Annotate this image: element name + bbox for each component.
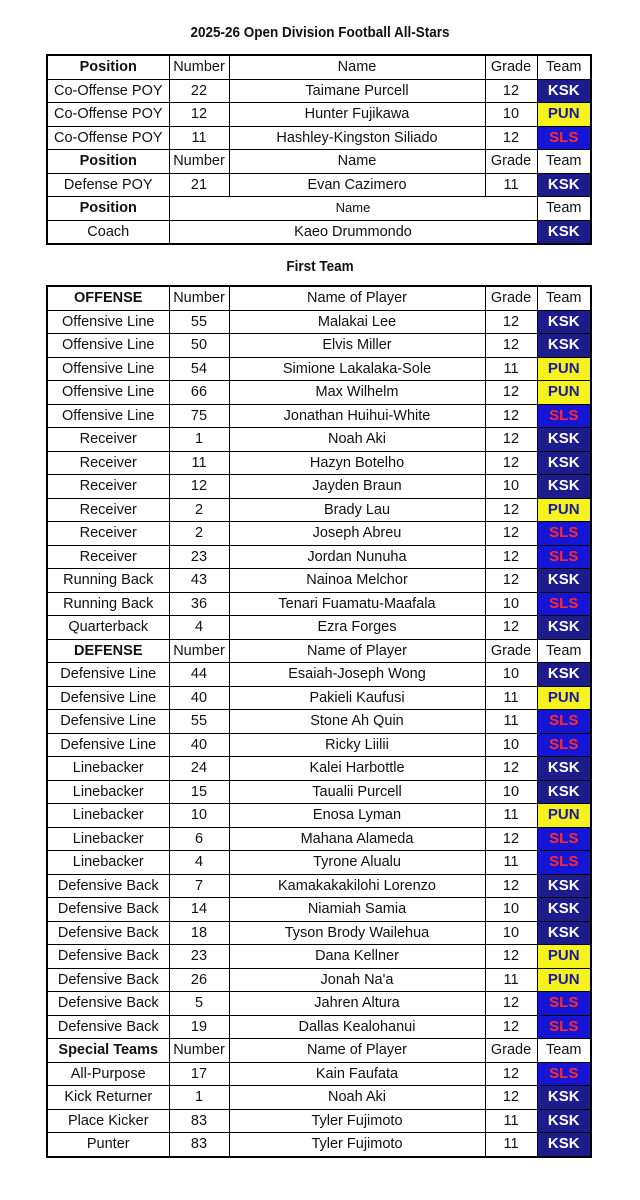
position-cell: Defense POY <box>47 173 169 197</box>
name-cell: Max Wilhelm <box>229 381 485 405</box>
team-badge: KSK <box>537 569 591 593</box>
position-cell: Place Kicker <box>47 1109 169 1133</box>
table-row <box>47 592 591 616</box>
grade-cell: 12 <box>485 992 537 1016</box>
position-cell: Co-Offense POY <box>47 103 169 127</box>
name-cell: Malakai Lee <box>229 310 485 334</box>
name-cell: Jonah Na'a <box>229 968 485 992</box>
number-cell: 55 <box>169 710 229 734</box>
name-cell: Stone Ah Quin <box>229 710 485 734</box>
position-cell: Defensive Back <box>47 874 169 898</box>
table-row <box>47 968 591 992</box>
grade-cell: 12 <box>485 126 537 150</box>
number-cell: 1 <box>169 1086 229 1110</box>
position-cell: Defensive Line <box>47 710 169 734</box>
header-grade: Grade <box>485 150 537 174</box>
team-badge: KSK <box>537 334 591 358</box>
table-row <box>47 428 591 452</box>
team-badge: PUN <box>537 357 591 381</box>
name-cell: Kain Faufata <box>229 1062 485 1086</box>
table-row <box>47 404 591 428</box>
header-number: Number <box>169 1039 229 1063</box>
name-cell: Simione Lakalaka-Sole <box>229 357 485 381</box>
number-cell: 12 <box>169 475 229 499</box>
team-badge: KSK <box>537 475 591 499</box>
team-badge: SLS <box>537 404 591 428</box>
table-row <box>47 545 591 569</box>
name-cell: Mahana Alameda <box>229 827 485 851</box>
table-row <box>47 475 591 499</box>
number-cell: 11 <box>169 126 229 150</box>
position-cell: Offensive Line <box>47 381 169 405</box>
team-badge: SLS <box>537 592 591 616</box>
position-cell: Linebacker <box>47 780 169 804</box>
number-cell: 83 <box>169 1109 229 1133</box>
header-name: Name <box>229 55 485 79</box>
grade-cell: 12 <box>485 945 537 969</box>
header-position: Position <box>47 197 169 221</box>
position-cell: Linebacker <box>47 804 169 828</box>
name-cell: Dana Kellner <box>229 945 485 969</box>
number-cell: 14 <box>169 898 229 922</box>
position-cell: Receiver <box>47 498 169 522</box>
team-badge: KSK <box>537 310 591 334</box>
header-grade: Grade <box>485 639 537 663</box>
team-badge: SLS <box>537 1015 591 1039</box>
number-cell: 6 <box>169 827 229 851</box>
number-cell: 40 <box>169 733 229 757</box>
team-badge: SLS <box>537 827 591 851</box>
name-cell: Hashley-Kingston Siliado <box>229 126 485 150</box>
table-row <box>47 1086 591 1110</box>
grade-cell: 10 <box>485 103 537 127</box>
header-name: Name of Player <box>229 639 485 663</box>
table-row <box>47 686 591 710</box>
team-badge: PUN <box>537 968 591 992</box>
name-cell: Taualii Purcell <box>229 780 485 804</box>
team-badge: PUN <box>537 945 591 969</box>
team-badge: KSK <box>537 451 591 475</box>
grade-cell: 12 <box>485 381 537 405</box>
grade-cell: 12 <box>485 569 537 593</box>
table-row <box>47 851 591 875</box>
grade-cell: 10 <box>485 663 537 687</box>
grade-cell: 12 <box>485 404 537 428</box>
header-team: Team <box>537 55 591 79</box>
grade-cell: 11 <box>485 968 537 992</box>
grade-cell: 12 <box>485 545 537 569</box>
position-cell: All-Purpose <box>47 1062 169 1086</box>
team-badge: SLS <box>537 733 591 757</box>
header-position: DEFENSE <box>47 639 169 663</box>
team-badge: PUN <box>537 498 591 522</box>
position-cell: Receiver <box>47 475 169 499</box>
position-cell: Coach <box>47 220 169 244</box>
table-row <box>47 498 591 522</box>
number-cell: 2 <box>169 498 229 522</box>
table-row <box>47 310 591 334</box>
header-position: OFFENSE <box>47 286 169 310</box>
grade-cell: 11 <box>485 686 537 710</box>
name-cell: Jayden Braun <box>229 475 485 499</box>
number-cell: 66 <box>169 381 229 405</box>
position-cell: Receiver <box>47 545 169 569</box>
team-badge: SLS <box>537 851 591 875</box>
team-badge: KSK <box>537 1109 591 1133</box>
page-title: 2025-26 Open Division Football All-Stars <box>190 24 450 41</box>
team-badge: KSK <box>537 780 591 804</box>
number-cell: 44 <box>169 663 229 687</box>
number-cell: 12 <box>169 103 229 127</box>
header-row <box>47 1039 591 1063</box>
table-row <box>47 616 591 640</box>
position-cell: Defensive Back <box>47 992 169 1016</box>
number-cell: 26 <box>169 968 229 992</box>
team-badge: KSK <box>537 1133 591 1157</box>
team-badge: KSK <box>537 616 591 640</box>
table-row <box>47 1133 591 1157</box>
number-cell: 43 <box>169 569 229 593</box>
name-cell: Nainoa Melchor <box>229 569 485 593</box>
team-badge: SLS <box>537 1062 591 1086</box>
table-row <box>47 1109 591 1133</box>
position-cell: Quarterback <box>47 616 169 640</box>
name-cell: Kamakakakilohi Lorenzo <box>229 874 485 898</box>
grade-cell: 11 <box>485 1109 537 1133</box>
first-team-table <box>46 285 592 1158</box>
table-row <box>47 945 591 969</box>
name-cell: Taimane Purcell <box>229 79 485 103</box>
name-cell: Tyrone Alualu <box>229 851 485 875</box>
first-team-title: First Team <box>286 258 354 275</box>
position-cell: Running Back <box>47 569 169 593</box>
header-name: Name of Player <box>229 1039 485 1063</box>
header-name: Name <box>169 197 537 221</box>
team-badge: SLS <box>537 126 591 150</box>
team-badge: SLS <box>537 992 591 1016</box>
table-row <box>47 827 591 851</box>
header-team: Team <box>537 150 591 174</box>
position-cell: Kick Returner <box>47 1086 169 1110</box>
name-cell: Ricky Liilii <box>229 733 485 757</box>
number-cell: 21 <box>169 173 229 197</box>
header-position: Special Teams <box>47 1039 169 1063</box>
grade-cell: 12 <box>485 428 537 452</box>
table-row <box>47 522 591 546</box>
position-cell: Linebacker <box>47 757 169 781</box>
position-cell: Offensive Line <box>47 404 169 428</box>
name-cell: Enosa Lyman <box>229 804 485 828</box>
name-cell: Joseph Abreu <box>229 522 485 546</box>
header-team: Team <box>537 197 591 221</box>
position-cell: Running Back <box>47 592 169 616</box>
grade-cell: 12 <box>485 79 537 103</box>
table-row <box>47 126 591 150</box>
grade-cell: 12 <box>485 451 537 475</box>
position-cell: Offensive Line <box>47 357 169 381</box>
awards-table <box>46 54 592 245</box>
header-number: Number <box>169 55 229 79</box>
position-cell: Co-Offense POY <box>47 126 169 150</box>
team-badge: KSK <box>537 757 591 781</box>
table-row <box>47 804 591 828</box>
position-cell: Receiver <box>47 522 169 546</box>
number-cell: 24 <box>169 757 229 781</box>
table-row <box>47 921 591 945</box>
name-cell: Jonathan Huihui-White <box>229 404 485 428</box>
team-badge: KSK <box>537 898 591 922</box>
number-cell: 17 <box>169 1062 229 1086</box>
table-row <box>47 79 591 103</box>
header-row <box>47 197 591 221</box>
team-badge: PUN <box>537 686 591 710</box>
header-row <box>47 55 591 79</box>
position-cell: Offensive Line <box>47 334 169 358</box>
grade-cell: 12 <box>485 498 537 522</box>
table-row <box>47 757 591 781</box>
position-cell: Linebacker <box>47 851 169 875</box>
position-cell: Punter <box>47 1133 169 1157</box>
name-cell: Hazyn Botelho <box>229 451 485 475</box>
position-cell: Defensive Back <box>47 898 169 922</box>
grade-cell: 11 <box>485 804 537 828</box>
name-cell: Kaeo Drummondo <box>169 220 537 244</box>
grade-cell: 11 <box>485 1133 537 1157</box>
header-position: Position <box>47 55 169 79</box>
number-cell: 54 <box>169 357 229 381</box>
grade-cell: 12 <box>485 310 537 334</box>
team-badge: KSK <box>537 663 591 687</box>
name-cell: Tenari Fuamatu-Maafala <box>229 592 485 616</box>
table-row <box>47 569 591 593</box>
header-row <box>47 286 591 310</box>
name-cell: Tyson Brody Wailehua <box>229 921 485 945</box>
table-row <box>47 874 591 898</box>
position-cell: Defensive Back <box>47 968 169 992</box>
grade-cell: 10 <box>485 592 537 616</box>
team-badge: KSK <box>537 220 591 244</box>
name-cell: Esaiah-Joseph Wong <box>229 663 485 687</box>
table-row <box>47 710 591 734</box>
name-cell: Elvis Miller <box>229 334 485 358</box>
team-badge: PUN <box>537 381 591 405</box>
number-cell: 19 <box>169 1015 229 1039</box>
grade-cell: 12 <box>485 334 537 358</box>
team-badge: KSK <box>537 79 591 103</box>
position-cell: Defensive Back <box>47 921 169 945</box>
name-cell: Niamiah Samia <box>229 898 485 922</box>
name-cell: Dallas Kealohanui <box>229 1015 485 1039</box>
name-cell: Evan Cazimero <box>229 173 485 197</box>
table-row <box>47 451 591 475</box>
header-row <box>47 150 591 174</box>
team-badge: PUN <box>537 103 591 127</box>
grade-cell: 10 <box>485 898 537 922</box>
header-name: Name <box>229 150 485 174</box>
number-cell: 36 <box>169 592 229 616</box>
grade-cell: 12 <box>485 522 537 546</box>
header-position: Position <box>47 150 169 174</box>
grade-cell: 10 <box>485 475 537 499</box>
name-cell: Noah Aki <box>229 1086 485 1110</box>
name-cell: Tyler Fujimoto <box>229 1109 485 1133</box>
grade-cell: 11 <box>485 357 537 381</box>
name-cell: Noah Aki <box>229 428 485 452</box>
table-row <box>47 1015 591 1039</box>
number-cell: 50 <box>169 334 229 358</box>
name-cell: Jordan Nunuha <box>229 545 485 569</box>
position-cell: Defensive Line <box>47 686 169 710</box>
name-cell: Brady Lau <box>229 498 485 522</box>
table-row <box>47 733 591 757</box>
header-team: Team <box>537 639 591 663</box>
number-cell: 40 <box>169 686 229 710</box>
number-cell: 4 <box>169 851 229 875</box>
header-team: Team <box>537 286 591 310</box>
number-cell: 83 <box>169 1133 229 1157</box>
name-cell: Jahren Altura <box>229 992 485 1016</box>
table-row <box>47 898 591 922</box>
position-cell: Receiver <box>47 428 169 452</box>
grade-cell: 11 <box>485 851 537 875</box>
table-row <box>47 1062 591 1086</box>
grade-cell: 12 <box>485 827 537 851</box>
team-badge: PUN <box>537 804 591 828</box>
table-row <box>47 173 591 197</box>
header-number: Number <box>169 639 229 663</box>
table-row <box>47 992 591 1016</box>
grade-cell: 12 <box>485 616 537 640</box>
table-row <box>47 220 591 244</box>
table-row <box>47 103 591 127</box>
team-badge: SLS <box>537 522 591 546</box>
name-cell: Pakieli Kaufusi <box>229 686 485 710</box>
team-badge: KSK <box>537 428 591 452</box>
number-cell: 10 <box>169 804 229 828</box>
grade-cell: 12 <box>485 1086 537 1110</box>
team-badge: KSK <box>537 173 591 197</box>
grade-cell: 11 <box>485 710 537 734</box>
grade-cell: 10 <box>485 733 537 757</box>
position-cell: Defensive Back <box>47 945 169 969</box>
position-cell: Offensive Line <box>47 310 169 334</box>
team-badge: KSK <box>537 921 591 945</box>
grade-cell: 12 <box>485 874 537 898</box>
number-cell: 23 <box>169 545 229 569</box>
name-cell: Tyler Fujimoto <box>229 1133 485 1157</box>
table-row <box>47 780 591 804</box>
grade-cell: 12 <box>485 1015 537 1039</box>
table-row <box>47 357 591 381</box>
team-badge: SLS <box>537 545 591 569</box>
number-cell: 7 <box>169 874 229 898</box>
grade-cell: 10 <box>485 780 537 804</box>
team-badge: KSK <box>537 874 591 898</box>
number-cell: 23 <box>169 945 229 969</box>
team-badge: SLS <box>537 710 591 734</box>
table-row <box>47 381 591 405</box>
position-cell: Defensive Line <box>47 663 169 687</box>
position-cell: Defensive Back <box>47 1015 169 1039</box>
header-row <box>47 639 591 663</box>
header-number: Number <box>169 286 229 310</box>
number-cell: 11 <box>169 451 229 475</box>
number-cell: 75 <box>169 404 229 428</box>
grade-cell: 12 <box>485 1062 537 1086</box>
position-cell: Defensive Line <box>47 733 169 757</box>
header-name: Name of Player <box>229 286 485 310</box>
team-badge: KSK <box>537 1086 591 1110</box>
number-cell: 15 <box>169 780 229 804</box>
number-cell: 4 <box>169 616 229 640</box>
name-cell: Kalei Harbottle <box>229 757 485 781</box>
number-cell: 1 <box>169 428 229 452</box>
position-cell: Receiver <box>47 451 169 475</box>
table-row <box>47 663 591 687</box>
number-cell: 18 <box>169 921 229 945</box>
header-grade: Grade <box>485 286 537 310</box>
number-cell: 22 <box>169 79 229 103</box>
number-cell: 5 <box>169 992 229 1016</box>
header-grade: Grade <box>485 1039 537 1063</box>
grade-cell: 10 <box>485 921 537 945</box>
name-cell: Ezra Forges <box>229 616 485 640</box>
name-cell: Hunter Fujikawa <box>229 103 485 127</box>
position-cell: Linebacker <box>47 827 169 851</box>
grade-cell: 11 <box>485 173 537 197</box>
header-number: Number <box>169 150 229 174</box>
table-row <box>47 334 591 358</box>
number-cell: 2 <box>169 522 229 546</box>
position-cell: Co-Offense POY <box>47 79 169 103</box>
number-cell: 55 <box>169 310 229 334</box>
grade-cell: 12 <box>485 757 537 781</box>
header-grade: Grade <box>485 55 537 79</box>
header-team: Team <box>537 1039 591 1063</box>
